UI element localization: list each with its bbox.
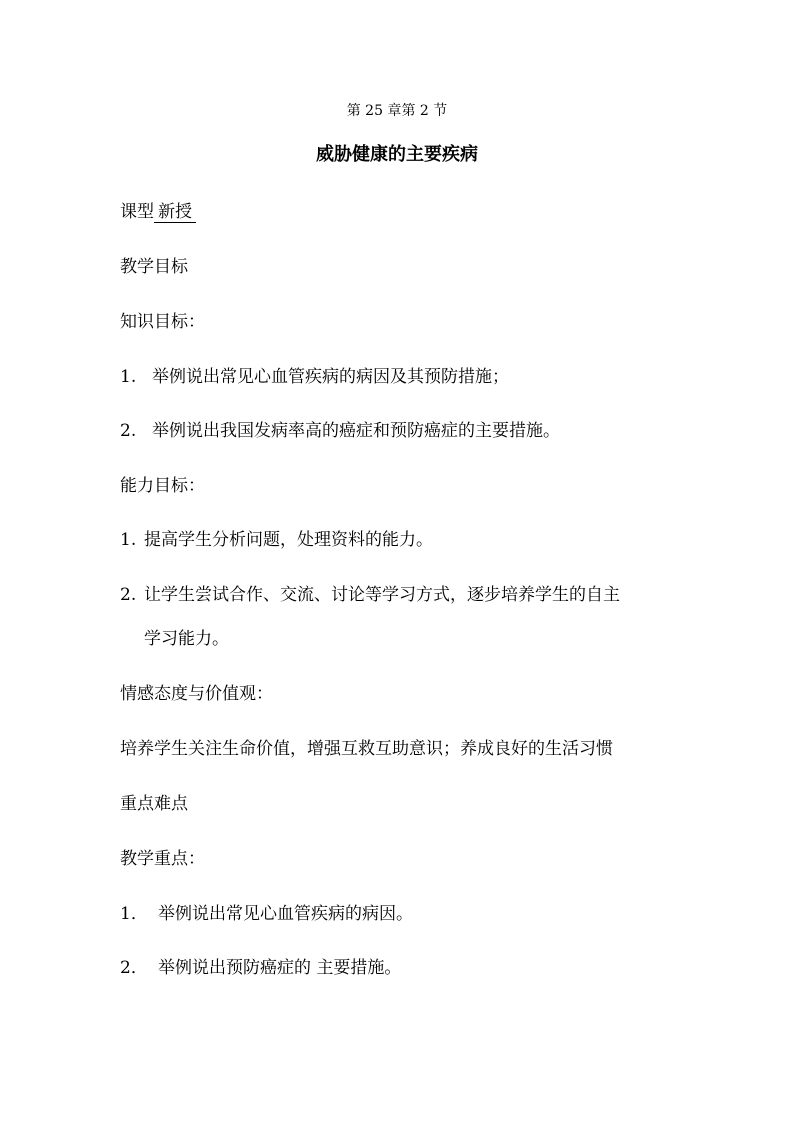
lesson-type-line — [120, 197, 196, 223]
list-item-number: 1． — [120, 904, 148, 924]
list-item — [120, 899, 413, 924]
teaching-goals-heading: 教学目标 — [120, 257, 188, 277]
lesson-type-label: 课型 — [120, 202, 154, 222]
emotion-goals-text: 培养学生关注生命价值，增强互救互助意识；养成良好的生活习惯 — [120, 739, 613, 759]
list-item-number: 1. — [120, 530, 137, 550]
list-item — [120, 580, 620, 605]
list-item — [120, 362, 509, 387]
list-item-number: 1. — [120, 367, 137, 387]
chapter-header: 第 25 章第 2 节 — [346, 103, 448, 119]
knowledge-goals-heading: 知识目标： — [120, 312, 205, 332]
list-item-text: 让学生尝试合作、交流、讨论等学习方式，逐步培养学生的自主 — [144, 585, 620, 605]
list-item-continuation: 学习能力。 — [144, 629, 229, 649]
ability-goals-heading: 能力目标： — [120, 476, 205, 496]
list-item — [120, 953, 401, 978]
list-item-text: 举例说出预防癌症的 主要措施。 — [158, 958, 402, 978]
page-title: 威胁健康的主要疾病 — [316, 144, 478, 165]
list-item-number: 2. — [120, 585, 137, 605]
teaching-focus-heading: 教学重点： — [120, 849, 205, 869]
list-item-text: 提高学生分析问题，处理资料的能力。 — [144, 530, 433, 550]
list-item-number: 2. — [120, 421, 137, 441]
list-item-text: 举例说出常见心血管疾病的病因及其预防措施； — [152, 367, 509, 387]
list-item — [120, 416, 560, 441]
emotion-goals-heading: 情感态度与价值观： — [120, 684, 273, 704]
list-item-text: 举例说出我国发病率高的癌症和预防癌症的主要措施。 — [152, 421, 560, 441]
key-points-heading: 重点难点 — [120, 794, 188, 814]
list-item — [120, 525, 433, 550]
lesson-type-value: 新授 — [154, 203, 196, 223]
list-item-number: 2． — [120, 958, 148, 978]
list-item-text: 举例说出常见心血管疾病的病因。 — [158, 904, 413, 924]
